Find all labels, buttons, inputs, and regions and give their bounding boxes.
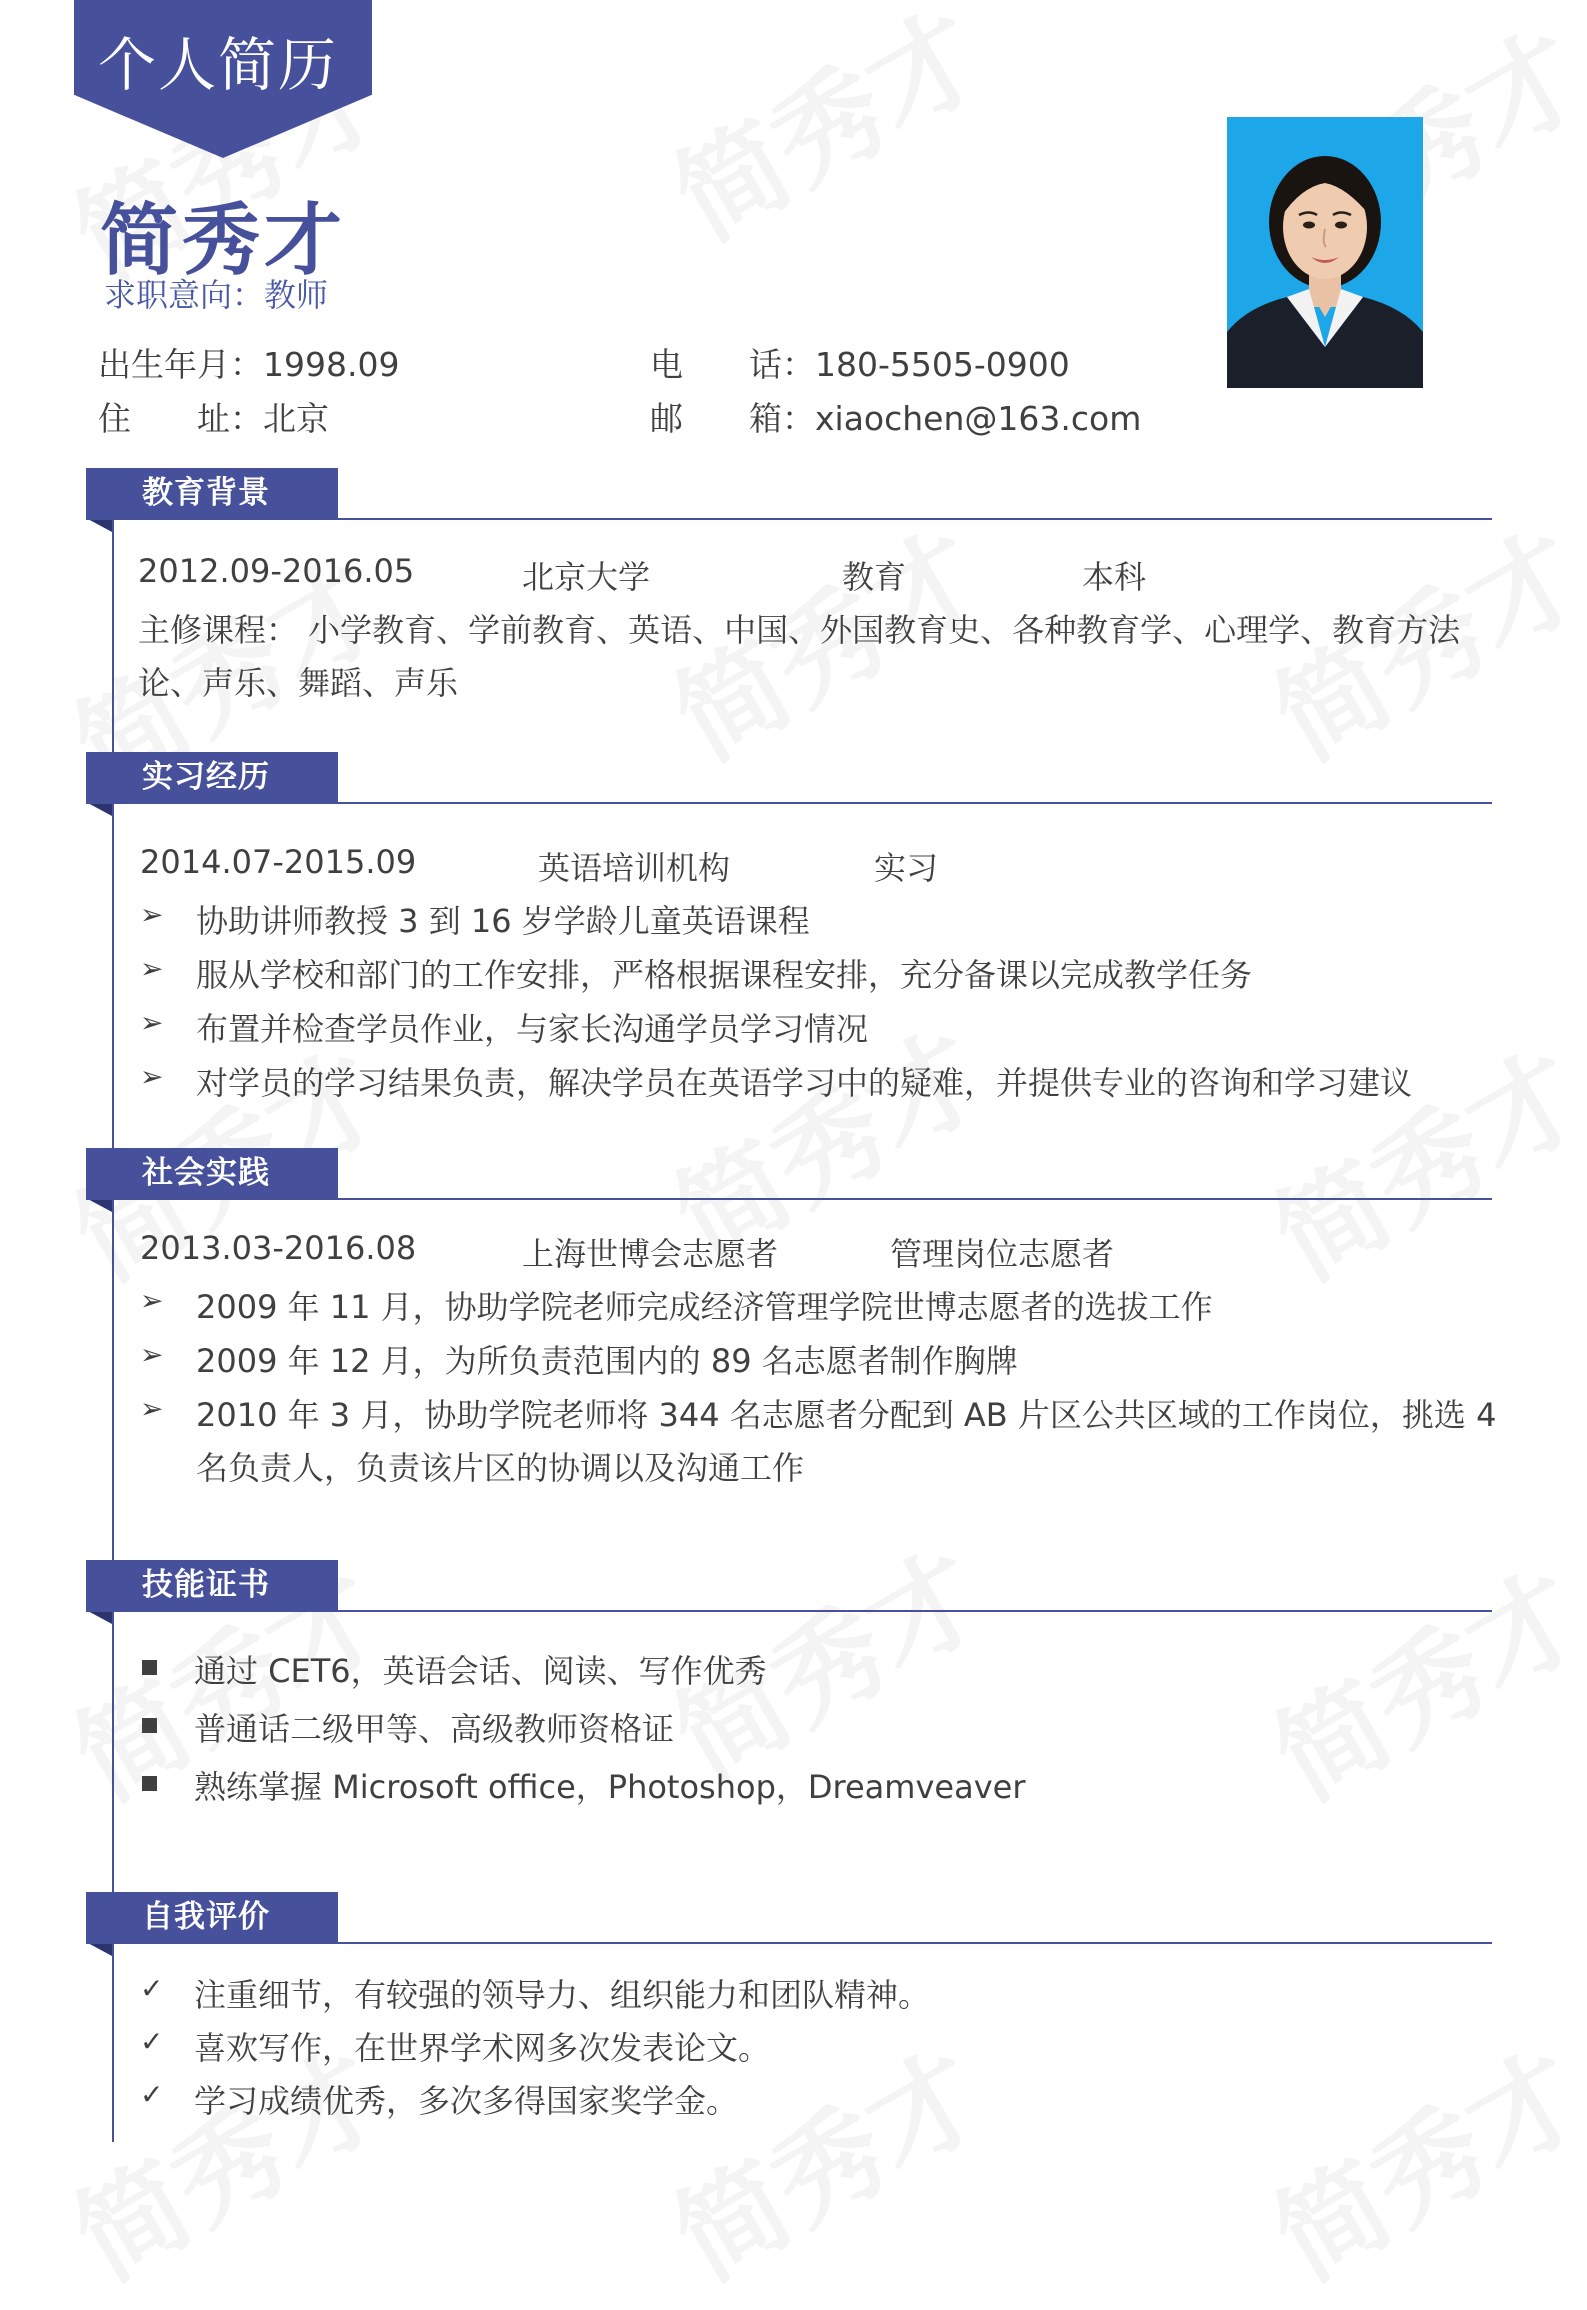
skill-item: 普通话二级甲等、高级教师资格证 (194, 1710, 675, 1748)
education-degree: 本科 (1082, 558, 1147, 596)
internship-role: 实习 (874, 849, 939, 887)
education-courses: 主修课程： 小学教育、学前教育、英语、中国、外国教育史、各种教育学、心理学、教育方法 (138, 611, 1461, 649)
banner-title: 个人简历 (98, 31, 339, 99)
section-skills-fold (86, 1610, 112, 1624)
internship-item: 布置并检查学员作业，与家长沟通学员学习情况 (196, 1010, 869, 1048)
email-info (650, 393, 1141, 440)
internship-item: 对学员的学习结果负责，解决学员在英语学习中的疑难，并提供专业的咨询和学习建议 (196, 1064, 1413, 1102)
social-item: 2010 年 3 月，协助学院老师将 344 名志愿者分配到 AB 片区公共区域的工作岗位，挑选 4 (196, 1396, 1497, 1434)
check-icon: ✓ (140, 1972, 164, 2005)
job-intent: 求职意向：教师 (104, 276, 329, 314)
email-label: 邮 箱： (650, 399, 815, 438)
section-internship-header: 实习经历 (86, 752, 338, 802)
section-social-fold (86, 1198, 112, 1212)
address-label: 住 址： (98, 399, 263, 438)
internship-item: 服从学校和部门的工作安排，严格根据课程安排，充分备课以完成教学任务 (196, 956, 1253, 994)
arrow-bullet-icon: ➢ (140, 898, 164, 931)
social-period: 2013.03-2016.08 (140, 1229, 417, 1267)
skill-item: 熟练掌握 Microsoft office，Photoshop，Dreamveaver (194, 1768, 1026, 1806)
internship-org: 英语培训机构 (538, 849, 731, 887)
arrow-bullet-icon: ➢ (140, 1338, 164, 1371)
square-bullet-icon (142, 1660, 157, 1675)
candidate-name: 简秀才 (100, 196, 347, 286)
check-icon: ✓ (140, 2078, 164, 2111)
section-education-divider (86, 518, 1492, 520)
education-courses-cont: 论、声乐、舞蹈、声乐 (138, 664, 459, 702)
address-value: 北京 (263, 399, 329, 438)
social-org: 上海世博会志愿者 (522, 1235, 779, 1273)
social-item: 2009 年 11 月，协助学院老师完成经济管理学院世博志愿者的选拔工作 (196, 1288, 1213, 1326)
square-bullet-icon (142, 1718, 157, 1733)
arrow-bullet-icon: ➢ (140, 1006, 164, 1039)
section-self-divider (86, 1942, 1492, 1944)
internship-period: 2014.07-2015.09 (140, 843, 417, 881)
arrow-bullet-icon: ➢ (140, 1392, 164, 1425)
birth-label: 出生年月： (98, 345, 263, 384)
education-period: 2012.09-2016.05 (138, 552, 415, 590)
phone-value: 180-5505-0900 (815, 345, 1070, 384)
watermark (1243, 2008, 1587, 2310)
section-internship-divider (86, 802, 1492, 804)
skill-item: 通过 CET6，英语会话、阅读、写作优秀 (194, 1652, 767, 1690)
square-bullet-icon (142, 1776, 157, 1791)
arrow-bullet-icon: ➢ (140, 1060, 164, 1093)
watermark (1243, 1528, 1587, 1830)
education-school: 北京大学 (522, 558, 651, 596)
arrow-bullet-icon: ➢ (140, 952, 164, 985)
self-item: 喜欢写作，在世界学术网多次发表论文。 (194, 2029, 771, 2067)
section-social-divider (86, 1198, 1492, 1200)
social-role: 管理岗位志愿者 (890, 1235, 1115, 1273)
section-self-fold (86, 1942, 112, 1956)
section-education-header: 教育背景 (86, 468, 338, 518)
watermark (643, 0, 1008, 270)
section-skills-divider (86, 1610, 1492, 1612)
internship-item: 协助讲师教授 3 到 16 岁学龄儿童英语课程 (196, 902, 810, 940)
education-major: 教育 (842, 558, 907, 596)
section-social-header: 社会实践 (86, 1148, 338, 1198)
watermark (1243, 1008, 1587, 1310)
self-item: 学习成绩优秀，多次多得国家奖学金。 (194, 2082, 739, 2120)
social-item: 2009 年 12 月，为所负责范围内的 89 名志愿者制作胸牌 (196, 1342, 1018, 1380)
section-skills-header: 技能证书 (86, 1560, 338, 1610)
section-education-fold (86, 518, 112, 532)
profile-photo (1227, 117, 1423, 388)
email-value: xiaochen@163.com (815, 399, 1142, 438)
section-self-header: 自我评价 (86, 1892, 338, 1942)
section-internship-fold (86, 802, 112, 816)
check-icon: ✓ (140, 2025, 164, 2058)
social-item-cont: 名负责人，负责该片区的协调以及沟通工作 (196, 1449, 805, 1487)
birth-value: 1998.09 (263, 345, 400, 384)
address-info (98, 393, 329, 440)
portrait-icon (1227, 117, 1423, 388)
birth-info (98, 339, 399, 386)
phone-label: 电 话： (650, 345, 815, 384)
arrow-bullet-icon: ➢ (140, 1284, 164, 1317)
phone-info (650, 339, 1070, 386)
self-item: 注重细节，有较强的领导力、组织能力和团队精神。 (194, 1976, 931, 2014)
